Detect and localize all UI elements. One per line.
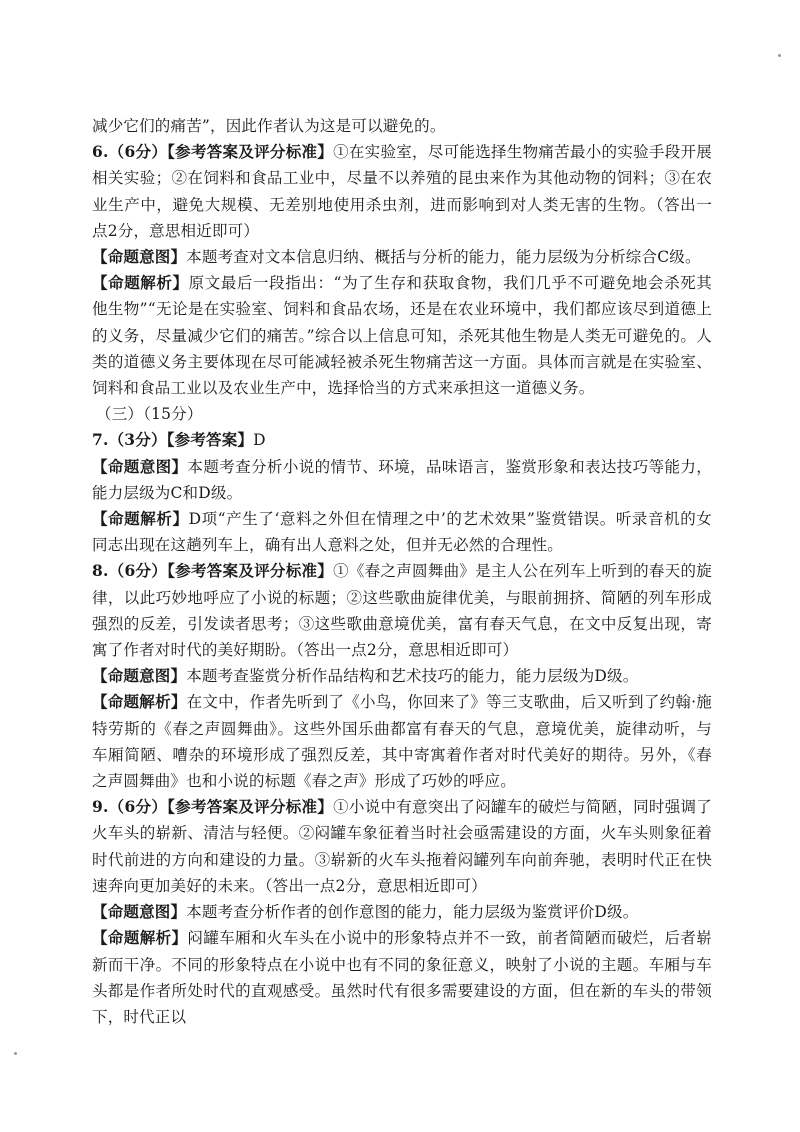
paragraph-label: 7.（3分）【参考答案】 (92, 430, 254, 450)
paragraph-label: 【命题意图】 (92, 902, 187, 922)
paragraph-label: 【命题解析】 (92, 273, 189, 293)
paragraph-text: 本题考查对文本信息归纳、概括与分析的能力，能力层级为分析综合C级。 (186, 248, 701, 267)
paragraph-intro (92, 113, 712, 139)
paragraph-text: 在文中，作者先听到了《小鸟，你回来了》等三支歌曲，后又听到了约翰·施特劳斯的《春之声圆舞曲》。这些外国乐曲都富有春天的气息，意境优美，旋律动听，与车厢简陋、嘈杂的环境形成了强烈反差，其中寄寓着作者对时代美好的期待。另外，《春之声圆舞曲》也和小说的标题《春之声》形成了巧妙的呼应。 (92, 693, 713, 791)
paragraph-label: 【命题意图】 (92, 456, 188, 476)
paragraph-q9-intent (92, 899, 712, 925)
paragraph-label: 8.（6分）【参考答案及评分标准】 (92, 561, 334, 581)
paragraph-label: 【命题解析】 (92, 509, 189, 529)
paragraph-text: D (253, 431, 266, 450)
paragraph-q7-answer (92, 427, 712, 453)
paragraph-label: 【命题意图】 (92, 247, 187, 267)
paragraph-q7-intent (92, 454, 712, 506)
answer-key-page (92, 113, 712, 1030)
paragraph-label: 9.（6分）【参考答案及评分标准】 (92, 797, 334, 817)
paragraph-label: 【命题解析】 (92, 692, 187, 712)
paragraph-text: 闷罐车厢和火车头在小说中的形象特点并不一致，前者简陋而破烂，后者崭新而干净。不同的形象特点在小说中也有不同的象征意义，映射了小说的主题。车厢与车头都是作者所处时代的直观感受。虽然时代有很多需要建设的方面，但在新的车头的带领下，时代正以 (92, 929, 712, 1026)
paragraph-text: ①在实验室，尽可能选择生物痛苦最小的实验手段开展相关实验；②在饲料和食品工业中，尽量不以养殖的昆虫来作为其他动物的饲料；③在农业生产中，避免大规模、无差别地使用杀虫剂，进而影响到对人类无害的生物。（答出一点2分，意思相近即可） (92, 143, 712, 240)
paragraph-q9-answer (92, 794, 712, 899)
paragraph-q6-answer (92, 139, 712, 244)
paragraph-q6-analysis (92, 270, 712, 401)
paragraph-q9-analysis (92, 925, 712, 1030)
paragraph-q8-analysis (92, 689, 712, 794)
scan-dot-mark (778, 54, 781, 57)
scan-dot-mark (14, 1052, 17, 1055)
paragraph-label: 【命题解析】 (92, 928, 188, 948)
section-heading-text: （三）（15分） (96, 405, 203, 424)
paragraph-text: 本题考查分析作者的创作意图的能力，能力层级为鉴赏评价D级。 (186, 903, 639, 922)
paragraph-q8-intent (92, 663, 712, 689)
section-heading-3 (92, 401, 712, 427)
paragraph-q8-answer (92, 558, 712, 663)
paragraph-label: 6.（6分）【参考答案及评分标准】 (92, 142, 334, 162)
paragraph-text: ①小说中有意突出了闷罐车的破烂与简陋，同时强调了火车头的崭新、清洁与轻便。②闷罐车象征着当时社会亟需建设的方面，火车头则象征着时代前进的方向和建设的力量。③崭新的火车头拖着闷罐列车向前奔驰，表明时代正在快速奔向更加美好的未来。（答出一点2分，意思相近即可） (92, 798, 712, 895)
paragraph-text: 原文最后一段指出：“为了生存和获取食物，我们几乎不可避免地会杀死其他生物”“无论是在实验室、饲料和食品农场，还是在农业环境中，我们都应该尽到道德上的义务，尽量减少它们的痛苦。”综合以上信息可知，杀死其他生物是人类无可避免的。人类的道德义务主要体现在尽可能减轻被杀死生物痛苦这一方面。具体而言就是在实验室、饲料和食品工业以及农业生产中，选择恰当的方式来承担这一道德义务。 (92, 274, 713, 398)
paragraph-text: 本题考查鉴赏分析作品结构和艺术技巧的能力，能力层级为D级。 (186, 667, 639, 686)
paragraph-text: 本题考查分析小说的情节、环境，品味语言，鉴赏形象和表达技巧等能力，能力层级为C和D级。 (92, 457, 712, 502)
paragraph-text: D项“产生了‘意料之外但在情理之中’的艺术效果”鉴赏错误。听录音机的女同志出现在这趟列车上，确有出人意料之处，但并无必然的合理性。 (92, 510, 713, 555)
paragraph-label: 【命题意图】 (92, 666, 187, 686)
paragraph-q6-intent (92, 244, 712, 270)
paragraph-text: 减少它们的痛苦”，因此作者认为这是可以避免的。 (92, 117, 446, 135)
paragraph-text: ①《春之声圆舞曲》是主人公在列车上听到的春天的旋律，以此巧妙地呼应了小说的标题；②这些歌曲旋律优美，与眼前拥挤、简陋的列车形成强烈的反差，引发读者思考；③这些歌曲意境优美，富有春天气息，在文中反复出现，寄寓了作者对时代的美好期盼。（答出一点2分，意思相近即可） (92, 562, 712, 660)
paragraph-q7-analysis (92, 506, 712, 558)
